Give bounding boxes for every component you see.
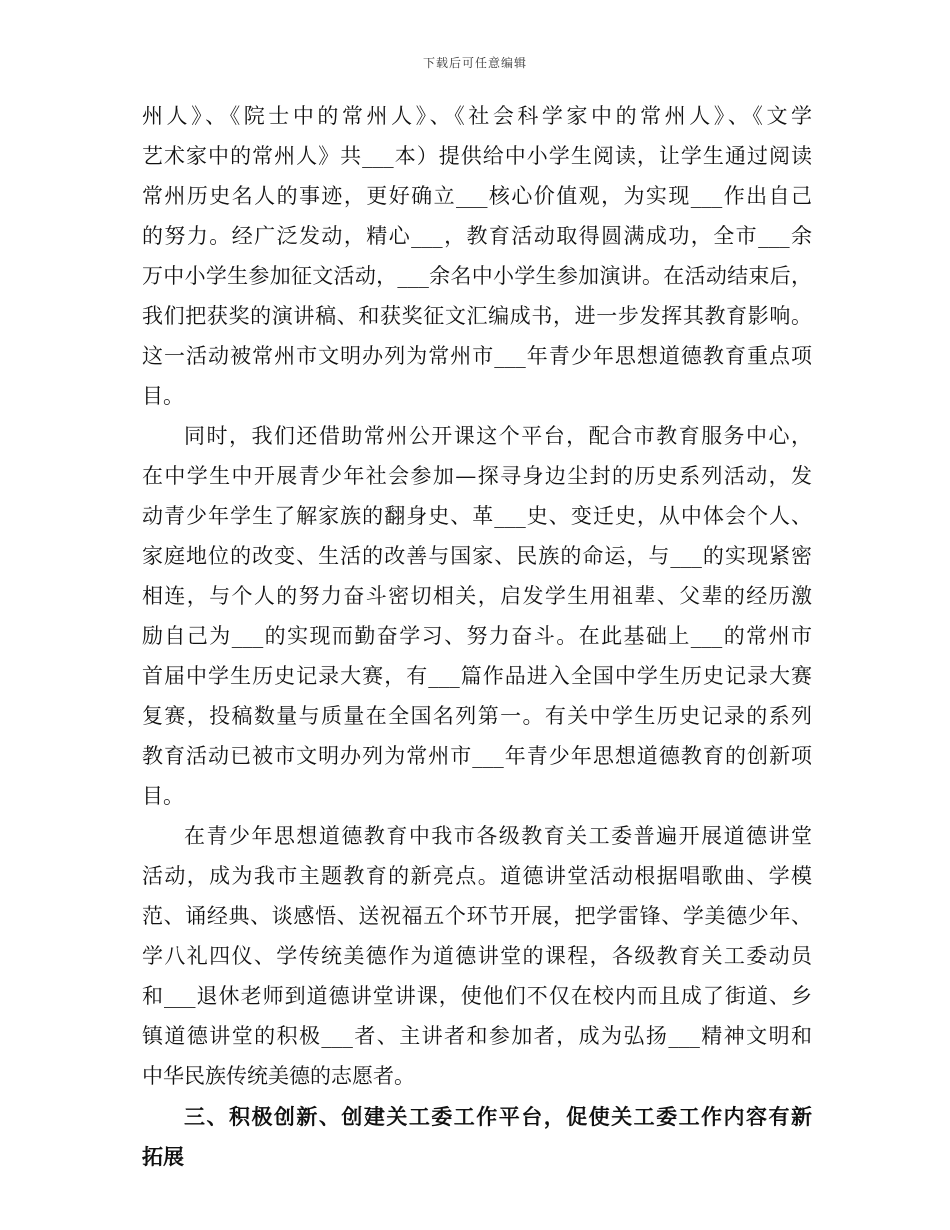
text-line: 的努力。经广泛发动，精心___，教育活动取得圆满成功，全市___余 [142, 224, 812, 248]
section-heading [142, 1104, 812, 1169]
text-line: 教育活动已被市文明办列为常州市___年青少年思想道德教育的创新项 [142, 744, 812, 768]
text-line: 常州历史名人的事迹，更好确立___核心价值观，为实现___作出自己 [142, 184, 812, 208]
text-line: 同时，我们还借助常州公开课这个平台，配合市教育服务中心， [184, 424, 812, 448]
text-line: 范、诵经典、谈感悟、送祝福五个环节开展，把学雷锋、学美德少年、 [142, 904, 812, 928]
text-line: 活动，成为我市主题教育的新亮点。道德讲堂活动根据唱歌曲、学模 [142, 864, 812, 888]
text-line: 首届中学生历史记录大赛，有___篇作品进入全国中学生历史记录大赛 [142, 664, 812, 688]
document-body [142, 104, 812, 1184]
page-header: 下载后可任意编辑 [422, 56, 527, 70]
text-line: 在青少年思想道德教育中我市各级教育关工委普遍开展道德讲堂 [184, 824, 812, 848]
text-line: 在中学生中开展青少年社会参加—探寻身边尘封的历史系列活动，发 [142, 464, 812, 488]
text-line: 目。 [142, 784, 184, 808]
text-line: 动青少年学生了解家族的翻身史、革___史、变迁史，从中体会个人、 [142, 504, 812, 528]
text-line: 镇道德讲堂的积极___者、主讲者和参加者，成为弘扬___精神文明和 [142, 1024, 812, 1048]
paragraph-3 [142, 824, 812, 1089]
text-line: 相连，与个人的努力奋斗密切相关，启发学生用祖辈、父辈的经历激 [142, 584, 812, 608]
text-line: 励自己为___的实现而勤奋学习、努力奋斗。在此基础上___的常州市 [142, 624, 812, 648]
heading-line: 拓展 [142, 1144, 184, 1169]
text-line: 中华民族传统美德的志愿者。 [142, 1064, 415, 1088]
text-line: 目。 [142, 384, 184, 408]
text-line: 万中小学生参加征文活动，___余名中小学生参加演讲。在活动结束后， [142, 264, 812, 288]
paragraph-2 [142, 424, 812, 809]
text-line: 我们把获奖的演讲稿、和获奖征文汇编成书，进一步发挥其教育影响。 [142, 304, 812, 328]
heading-line: 三、积极创新、创建关工委工作平台，促使关工委工作内容有新 [184, 1104, 812, 1129]
text-line: 家庭地位的改变、生活的改善与国家、民族的命运，与___的实现紧密 [142, 544, 812, 568]
text-line: 和___退休老师到道德讲堂讲课，使他们不仅在校内而且成了街道、乡 [142, 984, 812, 1008]
text-line: 复赛，投稿数量与质量在全国名列第一。有关中学生历史记录的系列 [142, 704, 812, 728]
text-line: 学八礼四仪、学传统美德作为道德讲堂的课程，各级教育关工委动员 [142, 944, 812, 968]
paragraph-1 [142, 104, 812, 409]
text-line: 这一活动被常州市文明办列为常州市___年青少年思想道德教育重点项 [142, 344, 812, 368]
text-line: 艺术家中的常州人》共___本）提供给中小学生阅读，让学生通过阅读 [142, 144, 812, 168]
text-line: 州人》、《院士中的常州人》、《社会科学家中的常州人》、《文学 [142, 104, 812, 128]
